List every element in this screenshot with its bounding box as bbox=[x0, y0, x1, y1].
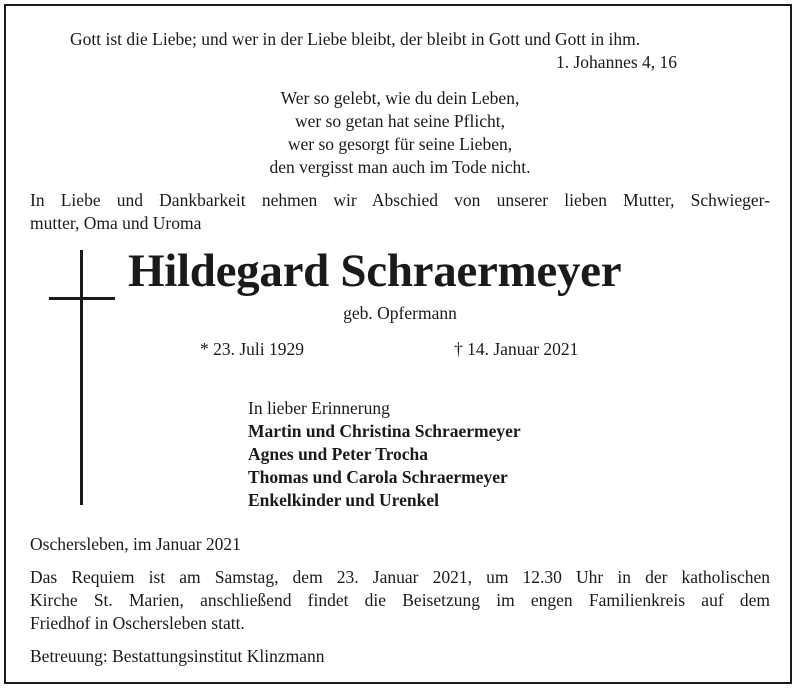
poem-line-3: wer so gesorgt für seine Lieben, bbox=[287, 134, 513, 154]
cross-icon-bar bbox=[49, 297, 115, 300]
poem-line-1: Wer so gelebt, wie du dein Leben, bbox=[280, 88, 520, 108]
mourners-heading: In lieber Erinnerung bbox=[248, 398, 390, 418]
cross-icon bbox=[80, 250, 83, 505]
poem-line-4: den vergisst man auch im Tode nicht. bbox=[269, 157, 531, 177]
service-line-2: Kirche St. Marien, anschließend findet die Beisetzung im engen Familienkreis auf dem bbox=[30, 590, 770, 610]
service-line-1: Das Requiem ist am Samstag, dem 23. Januar 2021, um 12.30 Uhr in der katholischen bbox=[30, 567, 770, 587]
intro-line-2: mutter, Oma und Uroma bbox=[30, 213, 202, 233]
death-date: † 14. Januar 2021 bbox=[454, 339, 579, 359]
birth-date: * 23. Juli 1929 bbox=[200, 339, 305, 359]
deceased-name: Hildegard Schraermeyer bbox=[128, 245, 622, 297]
bible-reference: 1. Johannes 4, 16 bbox=[556, 52, 678, 72]
intro-line-1: In Liebe und Dankbarkeit nehmen wir Abschied von unserer lieben Mutter, Schwieger- bbox=[30, 190, 770, 210]
service-line-3: Friedhof in Oschersleben statt. bbox=[30, 613, 245, 633]
funeral-home: Betreuung: Bestattungsinstitut Klinzmann bbox=[30, 646, 325, 666]
birth-name: geb. Opfermann bbox=[343, 303, 457, 323]
poem-line-2: wer so getan hat seine Pflicht, bbox=[295, 111, 505, 131]
bible-verse: Gott ist die Liebe; und wer in der Liebe bleibt, der bleibt in Gott und Gott in ihm. bbox=[70, 29, 641, 49]
mourner-1: Martin und Christina Schraermeyer bbox=[248, 421, 521, 441]
mourner-2: Agnes und Peter Trocha bbox=[248, 444, 429, 464]
mourner-3: Thomas und Carola Schraermeyer bbox=[248, 467, 508, 487]
place-date: Oschersleben, im Januar 2021 bbox=[30, 534, 241, 554]
mourner-4: Enkelkinder und Urenkel bbox=[248, 490, 439, 510]
